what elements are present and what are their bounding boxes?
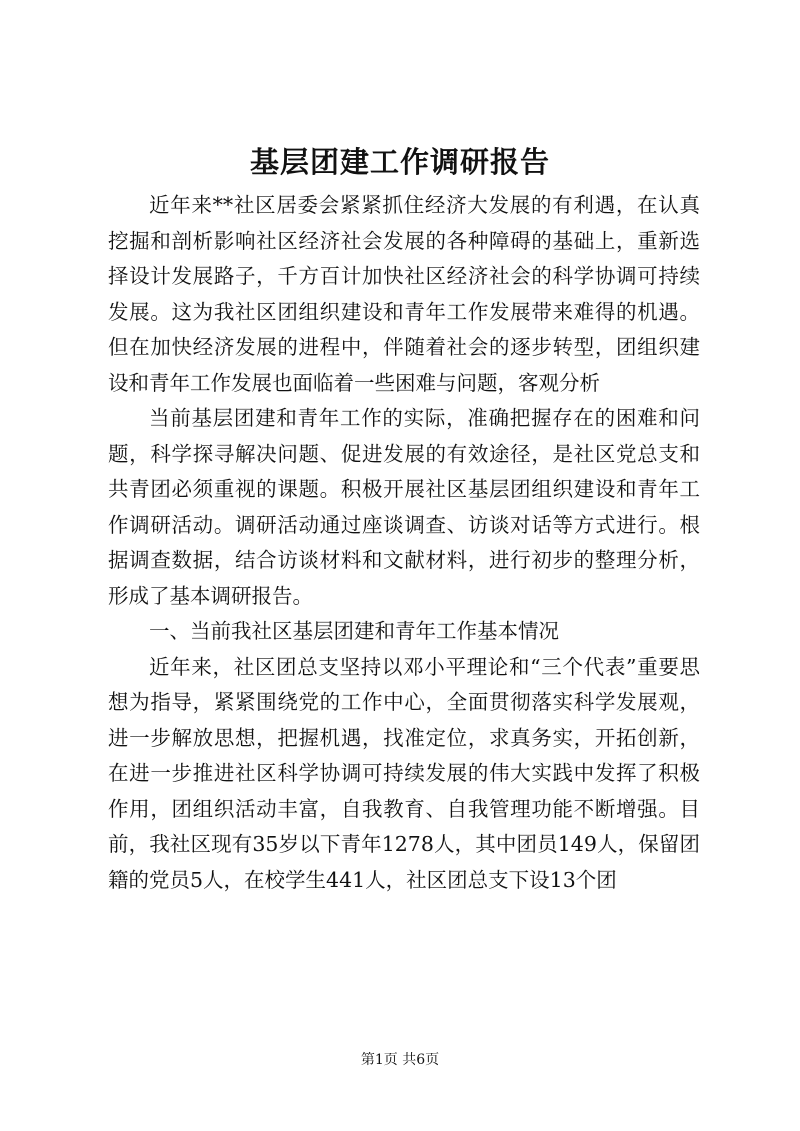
- section-heading: 一、当前我社区基层团建和青年工作基本情况: [149, 619, 559, 643]
- paragraph-1: 近年来**社区居委会紧紧抓住经济大发展的有利遇，在认真挖掘和剖析影响社区经济社会发展的各种障碍的基础上，重新选择设计发展路子，千方百计加快社区经济社会的科学协调可持续发展。这为我社区团组织建设和青年工作发展带来难得的机遇。但在加快经济发展的进程中，伴随着社会的逐步转型，团组织建设和青年工作发展也面临着一些困难与问题，客观分析: [108, 193, 700, 395]
- paragraph-2: 当前基层团建和青年工作的实际，准确把握存在的困难和问题，科学探寻解决问题、促进发展的有效途径，是社区党总支和共青团必须重视的课题。积极开展社区基层团组织建设和青年工作调研活动。调研活动通过座谈调查、访谈对话等方式进行。根据调查数据，结合访谈材料和文献材料，进行初步的整理分析，形成了基本调研报告。: [108, 406, 700, 608]
- document-title: 基层团建工作调研报告: [249, 145, 550, 179]
- page-footer: 第1页 共6页: [360, 1052, 440, 1068]
- section-paragraph: 近年来，社区团总支坚持以邓小平理论和“三个代表”重要思想为指导，紧紧围绕党的工作中心，全面贯彻落实科学发展观，进一步解放思想，把握机遇，找准定位，求真务实，开拓创新，在进一步推进社区科学协调可持续发展的伟大实践中发挥了积极作用，团组织活动丰富，自我教育、自我管理功能不断增强。目前，我社区现有35岁以下青年1278人，其中团员149人，保留团籍的党员5人，在校学生441人，社区团总支下设13个团: [108, 654, 700, 892]
- document-body: [108, 188, 700, 898]
